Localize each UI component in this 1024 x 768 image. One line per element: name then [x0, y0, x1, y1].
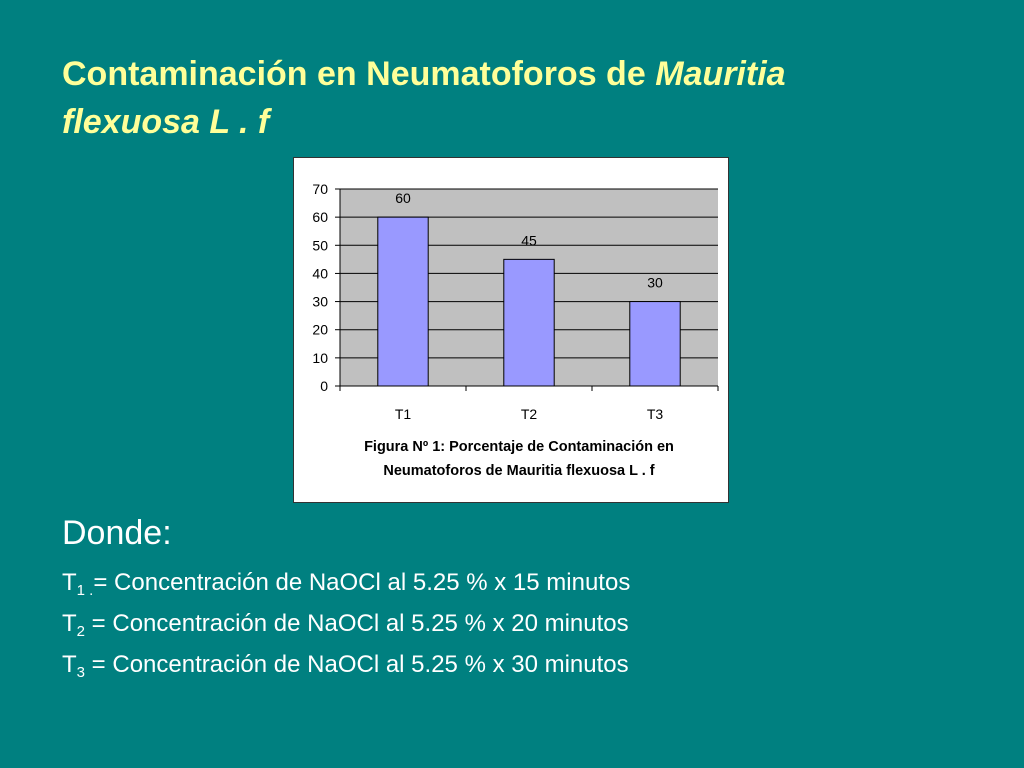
title-italic-2: flexuosa L . f [62, 103, 270, 141]
definition-row-t3 [62, 648, 630, 689]
chart-caption [324, 435, 714, 483]
data-label: 45 [521, 232, 537, 249]
definitions-list [62, 566, 630, 689]
definition-text: = Concentración de NaOCl al 5.25 % x 15 minutos [93, 569, 631, 596]
title-plain: Contaminación en Neumatoforos de [62, 55, 656, 93]
bar-t3 [630, 302, 680, 386]
data-label: 60 [395, 190, 411, 207]
y-tick-label: 30 [312, 293, 328, 310]
y-tick-label: 70 [312, 181, 328, 197]
y-tick-label: 0 [320, 378, 328, 394]
chart-frame [293, 157, 729, 503]
bar-t2 [504, 259, 554, 386]
donde-heading: Donde: [62, 514, 172, 552]
definition-row-t2 [62, 607, 630, 648]
definition-subscript: 2 [76, 623, 86, 640]
x-tick-label: T2 [520, 406, 538, 422]
y-tick-label: 20 [312, 321, 328, 338]
bar-t1 [378, 217, 428, 386]
caption-line-1: Figura Nº 1: Porcentaje de Contaminación en [364, 439, 674, 455]
x-tick-label: T3 [646, 406, 664, 422]
definition-subscript: 1 . [76, 582, 94, 599]
slide-title [62, 50, 962, 146]
data-label: 30 [647, 274, 663, 291]
x-tick-label: T1 [394, 406, 412, 422]
definition-symbol: T [62, 610, 77, 637]
definition-text: = Concentración de NaOCl al 5.25 % x 30 minutos [85, 651, 629, 678]
y-tick-label: 40 [312, 265, 328, 282]
y-tick-label: 10 [312, 349, 328, 366]
definition-text: = Concentración de NaOCl al 5.25 % x 20 minutos [85, 610, 629, 637]
definition-symbol: T [62, 651, 77, 678]
definition-subscript: 3 [76, 664, 86, 681]
caption-line-2: Neumatoforos de Mauritia flexuosa L . f [383, 463, 655, 479]
y-tick-label: 50 [312, 237, 328, 254]
title-italic-1: Mauritia [655, 55, 786, 93]
definition-row-t1 [62, 566, 630, 607]
y-tick-label: 60 [312, 209, 328, 226]
definition-symbol: T [62, 569, 77, 596]
